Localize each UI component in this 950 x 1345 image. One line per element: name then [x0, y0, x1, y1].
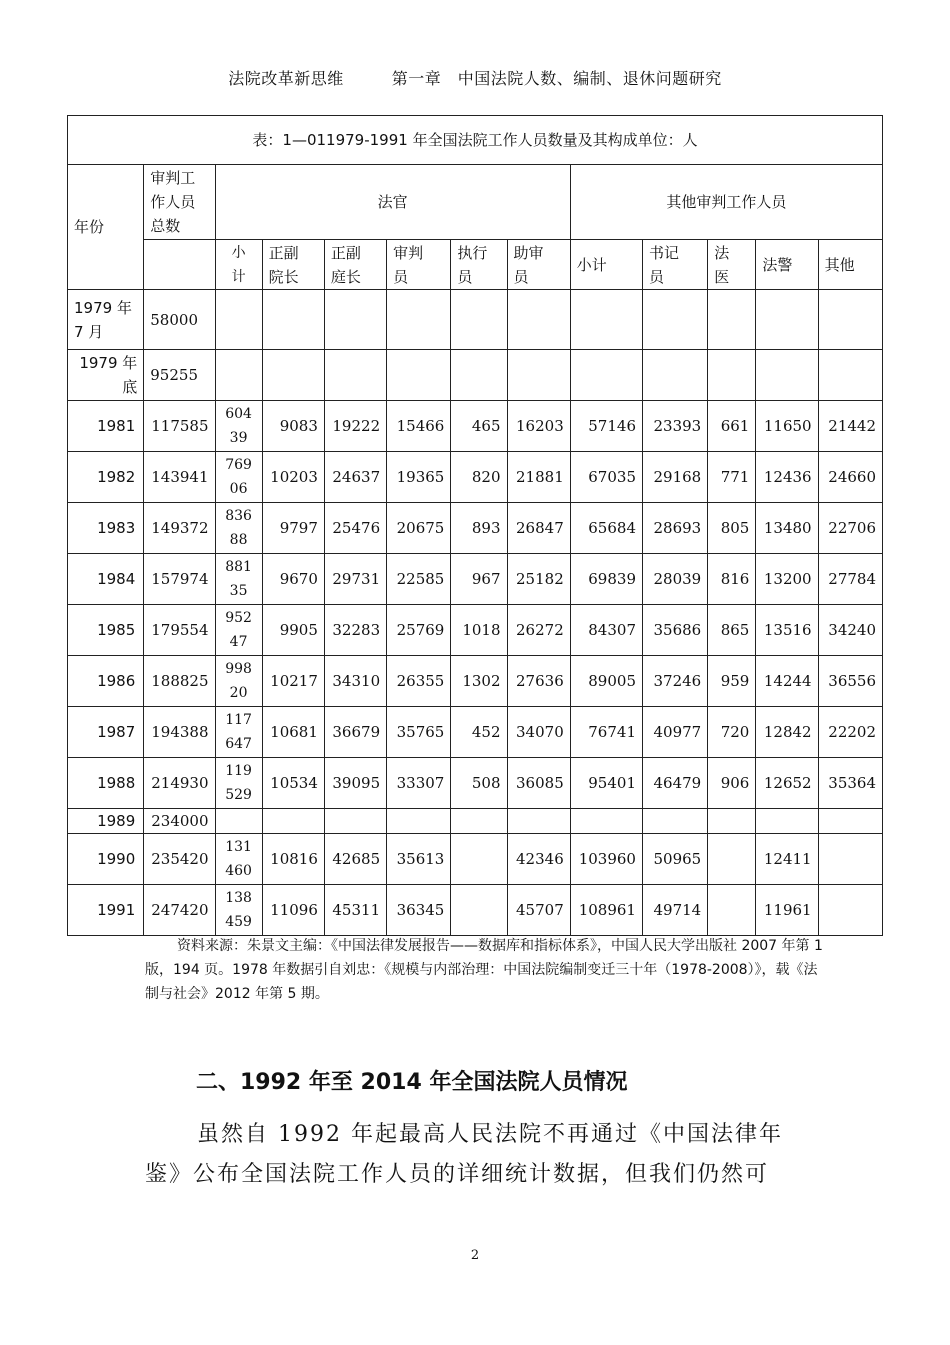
cell-year: 1985 — [68, 605, 144, 656]
cell-value — [451, 290, 507, 350]
cell-value: 32283 — [324, 605, 386, 656]
cell-value — [708, 350, 756, 401]
cell-value: 21442 — [818, 401, 882, 452]
cell-value — [708, 885, 756, 936]
cell-year: 1979 年 7 月 — [68, 290, 144, 350]
cell-value: 19222 — [324, 401, 386, 452]
cell-total: 179554 — [144, 605, 215, 656]
cell-value: 57146 — [570, 401, 642, 452]
cell-value — [262, 290, 324, 350]
table-header-row-2 — [68, 240, 883, 290]
cell-value: 10203 — [262, 452, 324, 503]
cell-value: 9905 — [262, 605, 324, 656]
cell-value — [570, 350, 642, 401]
cell-value: 865 — [708, 605, 756, 656]
header-others-subtotal: 小计 — [570, 240, 642, 290]
cell-value: 34310 — [324, 656, 386, 707]
cell-value: 25769 — [387, 605, 451, 656]
table-caption-row — [68, 116, 883, 165]
cell-value: 14244 — [756, 656, 818, 707]
cell-value — [262, 350, 324, 401]
header-year: 年份 — [68, 165, 144, 290]
cell-value — [708, 290, 756, 350]
cell-year: 1987 — [68, 707, 144, 758]
header-enforcement: 执行 员 — [451, 240, 507, 290]
header-judges: 法官 — [215, 165, 570, 240]
cell-value: 11961 — [756, 885, 818, 936]
cell-total: 157974 — [144, 554, 215, 605]
cell-value — [451, 350, 507, 401]
cell-total: 143941 — [144, 452, 215, 503]
cell-total: 234000 — [144, 809, 215, 834]
cell-year: 1983 — [68, 503, 144, 554]
cell-value: 720 — [708, 707, 756, 758]
cell-value: 84307 — [570, 605, 642, 656]
cell-value: 33307 — [387, 758, 451, 809]
cell-value: 35686 — [642, 605, 707, 656]
cell-value: 22202 — [818, 707, 882, 758]
cell-value: 46479 — [642, 758, 707, 809]
cell-value: 12652 — [756, 758, 818, 809]
cell-value: 36679 — [324, 707, 386, 758]
cell-value — [818, 834, 882, 885]
cell-value: 40977 — [642, 707, 707, 758]
cell-value: 28039 — [642, 554, 707, 605]
header-misc: 其他 — [818, 240, 882, 290]
cell-total: 149372 — [144, 503, 215, 554]
chapter-title: 第一章 中国法院人数、编制、退休问题研究 — [391, 69, 722, 88]
cell-value — [215, 350, 262, 401]
cell-year: 1990 — [68, 834, 144, 885]
cell-total: 214930 — [144, 758, 215, 809]
cell-value: 50965 — [642, 834, 707, 885]
cell-value — [387, 350, 451, 401]
cell-value: 9797 — [262, 503, 324, 554]
cell-value: 35765 — [387, 707, 451, 758]
cell-value: 805 — [708, 503, 756, 554]
cell-value: 65684 — [570, 503, 642, 554]
cell-value: 9083 — [262, 401, 324, 452]
cell-value: 39095 — [324, 758, 386, 809]
cell-value — [387, 290, 451, 350]
cell-total: 247420 — [144, 885, 215, 936]
cell-value: 11096 — [262, 885, 324, 936]
table-body — [68, 116, 883, 936]
cell-value: 508 — [451, 758, 507, 809]
cell-value: 27784 — [818, 554, 882, 605]
cell-value: 37246 — [642, 656, 707, 707]
cell-value: 131 460 — [215, 834, 262, 885]
cell-value — [642, 809, 707, 834]
cell-value — [818, 885, 882, 936]
header-total: 审判工 作人员 总数 — [144, 165, 215, 240]
cell-value: 103960 — [570, 834, 642, 885]
cell-value: 998 20 — [215, 656, 262, 707]
cell-value: 820 — [451, 452, 507, 503]
cell-value — [818, 350, 882, 401]
cell-year: 1979 年 底 — [68, 350, 144, 401]
cell-value: 12411 — [756, 834, 818, 885]
cell-value: 29168 — [642, 452, 707, 503]
cell-value — [507, 809, 570, 834]
table-row — [68, 885, 883, 936]
cell-value — [570, 290, 642, 350]
cell-value — [708, 834, 756, 885]
table-row — [68, 401, 883, 452]
cell-value: 89005 — [570, 656, 642, 707]
cell-value — [642, 350, 707, 401]
cell-value — [215, 290, 262, 350]
cell-value: 69839 — [570, 554, 642, 605]
cell-value: 452 — [451, 707, 507, 758]
cell-value: 23393 — [642, 401, 707, 452]
cell-value: 25476 — [324, 503, 386, 554]
cell-total: 194388 — [144, 707, 215, 758]
cell-value — [324, 809, 386, 834]
cell-year: 1991 — [68, 885, 144, 936]
cell-value: 45707 — [507, 885, 570, 936]
section-heading: 二、1992 年至 2014 年全国法院人员情况 — [196, 1070, 628, 1095]
cell-value — [756, 809, 818, 834]
cell-value: 26355 — [387, 656, 451, 707]
table-row — [68, 809, 883, 834]
cell-value: 117 647 — [215, 707, 262, 758]
source-note: 资料来源：朱景文主编：《中国法律发展报告——数据库和指标体系》，中国人民大学出版社 2007 年第 1 版，194 页。1978 年数据引自刘忠：《规模与内部治理：中国法院编制变迁三十年（1978-2008）》，载《法制与社会》2012 年第 5 期。 — [145, 938, 823, 1002]
cell-value: 35364 — [818, 758, 882, 809]
cell-value — [570, 809, 642, 834]
cell-value: 771 — [708, 452, 756, 503]
cell-year: 1984 — [68, 554, 144, 605]
cell-value: 22585 — [387, 554, 451, 605]
cell-value: 119 529 — [215, 758, 262, 809]
table-row — [68, 758, 883, 809]
cell-total: 235420 — [144, 834, 215, 885]
cell-value: 36345 — [387, 885, 451, 936]
header-bailiffs: 法警 — [756, 240, 818, 290]
table-row — [68, 656, 883, 707]
cell-value: 836 88 — [215, 503, 262, 554]
cell-value: 36085 — [507, 758, 570, 809]
table-row — [68, 554, 883, 605]
court-staff-table — [67, 115, 883, 936]
cell-value: 769 06 — [215, 452, 262, 503]
book-title: 法院改革新思维 — [228, 69, 344, 88]
cell-value: 36556 — [818, 656, 882, 707]
header-division-chiefs: 正副 庭长 — [324, 240, 386, 290]
cell-value: 24660 — [818, 452, 882, 503]
cell-value — [451, 809, 507, 834]
cell-total: 188825 — [144, 656, 215, 707]
cell-value: 16203 — [507, 401, 570, 452]
header-other-staff: 其他审判工作人员 — [570, 165, 882, 240]
cell-value — [818, 290, 882, 350]
cell-value: 26272 — [507, 605, 570, 656]
cell-value: 76741 — [570, 707, 642, 758]
cell-value: 881 35 — [215, 554, 262, 605]
cell-value — [451, 885, 507, 936]
cell-value: 49714 — [642, 885, 707, 936]
cell-value — [507, 290, 570, 350]
cell-value: 42346 — [507, 834, 570, 885]
cell-value — [507, 350, 570, 401]
cell-value: 34240 — [818, 605, 882, 656]
cell-value: 25182 — [507, 554, 570, 605]
cell-value — [215, 809, 262, 834]
cell-value: 34070 — [507, 707, 570, 758]
cell-value: 108961 — [570, 885, 642, 936]
cell-value: 604 39 — [215, 401, 262, 452]
cell-year: 1989 — [68, 809, 144, 834]
page-number: 2 — [470, 1248, 480, 1263]
header-presidents: 正副 院长 — [262, 240, 324, 290]
cell-value: 45311 — [324, 885, 386, 936]
cell-total: 58000 — [144, 290, 215, 350]
header-forensic: 法 医 — [708, 240, 756, 290]
table-row — [68, 834, 883, 885]
table-row — [68, 452, 883, 503]
cell-value: 959 — [708, 656, 756, 707]
cell-value — [262, 809, 324, 834]
table-caption: 表：1—011979-1991 年全国法院工作人员数量及其构成单位：人 — [68, 116, 883, 165]
cell-value: 26847 — [507, 503, 570, 554]
cell-value — [756, 290, 818, 350]
cell-value: 42685 — [324, 834, 386, 885]
cell-value — [324, 290, 386, 350]
cell-value: 952 47 — [215, 605, 262, 656]
cell-value: 20675 — [387, 503, 451, 554]
cell-value: 13200 — [756, 554, 818, 605]
cell-value: 95401 — [570, 758, 642, 809]
cell-value: 15466 — [387, 401, 451, 452]
cell-value — [818, 809, 882, 834]
cell-value: 21881 — [507, 452, 570, 503]
cell-value: 816 — [708, 554, 756, 605]
cell-value: 967 — [451, 554, 507, 605]
cell-value — [451, 834, 507, 885]
cell-year: 1982 — [68, 452, 144, 503]
cell-total: 117585 — [144, 401, 215, 452]
table-row — [68, 290, 883, 350]
cell-year: 1986 — [68, 656, 144, 707]
cell-value: 19365 — [387, 452, 451, 503]
cell-value: 29731 — [324, 554, 386, 605]
cell-value: 24637 — [324, 452, 386, 503]
cell-total: 95255 — [144, 350, 215, 401]
header-assistant-judges: 助审 员 — [507, 240, 570, 290]
cell-value: 906 — [708, 758, 756, 809]
cell-value: 138 459 — [215, 885, 262, 936]
cell-value: 22706 — [818, 503, 882, 554]
cell-value: 893 — [451, 503, 507, 554]
cell-value: 465 — [451, 401, 507, 452]
cell-value — [642, 290, 707, 350]
cell-value: 67035 — [570, 452, 642, 503]
cell-value: 28693 — [642, 503, 707, 554]
cell-year: 1981 — [68, 401, 144, 452]
cell-value: 661 — [708, 401, 756, 452]
cell-value: 9670 — [262, 554, 324, 605]
table-header-row-1 — [68, 165, 883, 240]
cell-value: 12842 — [756, 707, 818, 758]
cell-value: 10816 — [262, 834, 324, 885]
cell-value: 10681 — [262, 707, 324, 758]
cell-year: 1988 — [68, 758, 144, 809]
cell-value: 1302 — [451, 656, 507, 707]
header-judges-subtotal: 小 计 — [215, 240, 262, 290]
cell-value: 10534 — [262, 758, 324, 809]
header-total-blank — [144, 240, 215, 290]
cell-value — [387, 809, 451, 834]
cell-value: 12436 — [756, 452, 818, 503]
cell-value: 13480 — [756, 503, 818, 554]
body-paragraph: 虽然自 1992 年起最高人民法院不再通过《中国法律年鉴》公布全国法院工作人员的详细统计数据，但我们仍然可 — [145, 1122, 783, 1187]
cell-value: 11650 — [756, 401, 818, 452]
table-row — [68, 350, 883, 401]
cell-value: 1018 — [451, 605, 507, 656]
cell-value: 13516 — [756, 605, 818, 656]
header-judges-col: 审判 员 — [387, 240, 451, 290]
cell-value: 35613 — [387, 834, 451, 885]
cell-value — [708, 809, 756, 834]
running-header — [0, 66, 950, 89]
cell-value — [756, 350, 818, 401]
table-row — [68, 605, 883, 656]
cell-value: 27636 — [507, 656, 570, 707]
cell-value: 10217 — [262, 656, 324, 707]
table-row — [68, 707, 883, 758]
cell-value — [324, 350, 386, 401]
table-row — [68, 503, 883, 554]
header-clerks: 书记 员 — [642, 240, 707, 290]
